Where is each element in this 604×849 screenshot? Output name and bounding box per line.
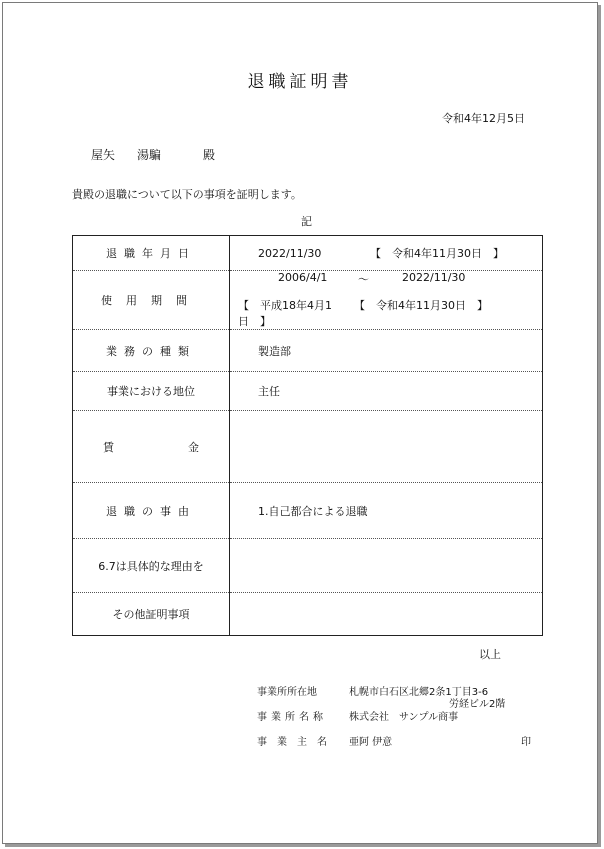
addressee-family-name: 屋矢 [91,148,116,162]
office-name-value: 株式会社 サンプル商事 [349,712,459,723]
ijou-mark: 以上 [479,648,501,661]
employer-name: 亜阿 伊意 [349,737,393,748]
office-name [257,708,458,723]
certificate-page [2,2,598,844]
other-value [230,593,543,636]
issue-date: 令和4年12月5日 [442,112,525,125]
table-row [73,271,543,330]
table-row [73,236,543,271]
specific-reason-value [230,539,543,593]
reason-value: 1.自己都合による退職 [230,483,543,539]
office-location-line1: 札幌市白石区北郷2条1丁目3-6 [349,687,489,698]
addressee-honorific: 殿 [203,148,216,162]
employer-label: 事業主名 [257,737,337,748]
table-row [73,483,543,539]
retirement-date-label: 退職年月日 [73,236,230,271]
wage-label: 賃 金 [73,411,230,483]
wage-value [230,411,543,483]
addressee-given-name: 湯騙 [137,148,162,162]
job-type-value: 製造部 [230,330,543,372]
office-location-line2: 労経ビル2階 [449,699,506,710]
office-name-label: 事業所名称 [257,712,327,723]
table-row [73,411,543,483]
retirement-date-value [230,236,543,271]
job-type-label: 業務の種類 [73,330,230,372]
position-value: 主任 [230,372,543,411]
table-row [73,593,543,636]
period-start: 2006/4/1 [278,271,328,284]
period-value [230,271,543,330]
ki-mark: 記 [301,215,312,228]
retirement-date: 2022/11/30 [258,246,322,260]
specific-reason-label: 6.7は具体的な理由を [73,539,230,593]
period-end-wareki: 【 令和4年11月30日 】 [354,299,488,312]
table-row [73,372,543,411]
period-start-wareki: 【 平成18年4月1日 】 [238,299,332,328]
table-row [73,330,543,372]
period-label: 使用期間 [73,271,230,330]
office-location-label: 事業所所在地 [257,687,317,698]
certificate-table [72,235,543,636]
period-tilde: ～ [358,273,369,286]
other-label: その他証明事項 [73,593,230,636]
period-end: 2022/11/30 [402,271,466,284]
position-label: 事業における地位 [73,372,230,411]
addressee [91,146,215,163]
reason-label: 退職の事由 [73,483,230,539]
retirement-date-wareki: 【 令和4年11月30日 】 [370,247,504,260]
table-row [73,539,543,593]
employer [257,733,392,748]
seal-mark: 印 [521,737,531,748]
document-title: 退職証明書 [247,72,353,92]
statement: 貴殿の退職について以下の事項を証明します。 [72,188,302,201]
